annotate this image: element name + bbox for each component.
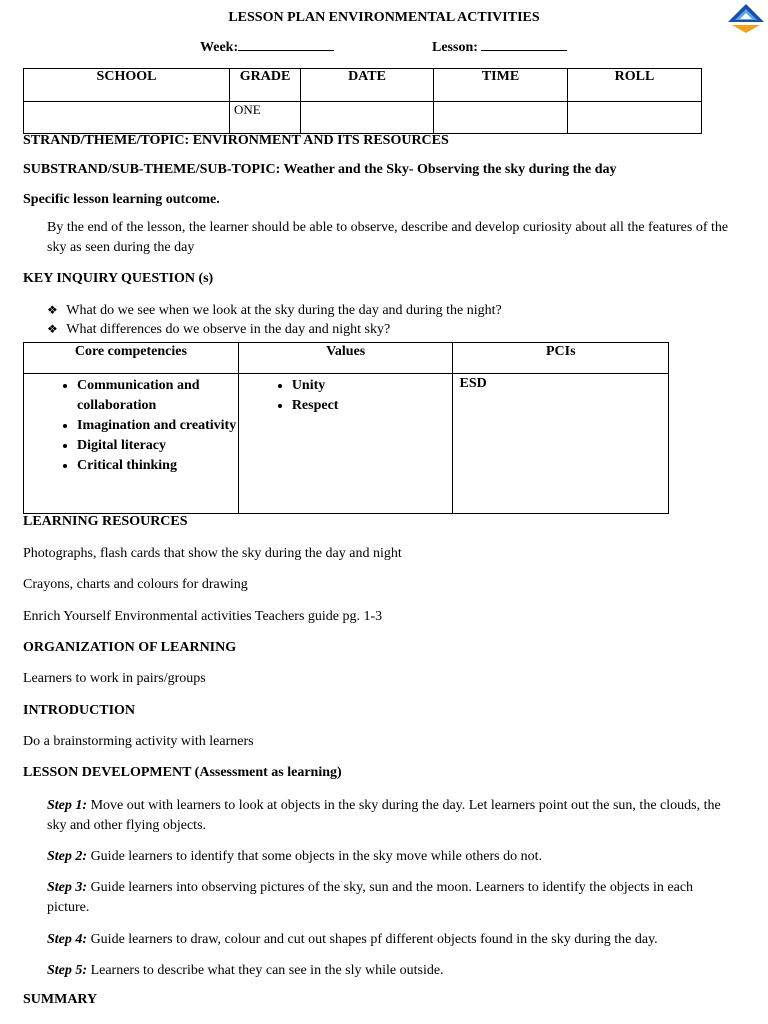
- introduction-text: Do a brainstorming activity with learners: [23, 734, 254, 749]
- header-date: DATE: [301, 69, 434, 102]
- diamond-bullet-icon: ❖: [47, 303, 58, 317]
- step-label: Step 4:: [47, 932, 88, 947]
- core-competencies-cell: [24, 374, 239, 514]
- lesson-label: Lesson:: [432, 40, 478, 55]
- values-cell: [238, 374, 453, 514]
- resource-item: Crayons, charts and colours for drawing: [23, 577, 248, 592]
- summary-heading: SUMMARY: [23, 992, 98, 1007]
- outcome-text: By the end of the lesson, the learner should be able to observe, describe and develop curiosity about all the features of the sky as seen during the day: [47, 220, 729, 255]
- week-label: Week:: [200, 40, 239, 55]
- strand-heading: STRAND/THEME/TOPIC: ENVIRONMENT AND ITS RESOURCES: [23, 133, 449, 148]
- step-label: Step 5:: [47, 963, 88, 978]
- list-item: • Communication and collaboration: [77, 376, 238, 416]
- pcis-cell: ESD: [453, 374, 669, 514]
- week-field: [200, 38, 334, 56]
- cell-roll: [568, 102, 702, 134]
- introduction-heading: INTRODUCTION: [23, 703, 136, 718]
- list-item: • Unity: [292, 376, 453, 396]
- logo-icon: [726, 2, 766, 34]
- development-heading: LESSON DEVELOPMENT (Assessment as learning): [23, 765, 342, 780]
- header-school: SCHOOL: [24, 69, 230, 102]
- values-list: [239, 376, 453, 416]
- lesson-blank: [481, 38, 567, 51]
- week-blank: [238, 38, 334, 51]
- header-pcis: PCIs: [453, 343, 669, 374]
- inquiry-question: ❖ What differences do we observe in the day and night sky?: [47, 322, 391, 337]
- step-label: Step 1:: [47, 798, 88, 813]
- cell-date: [301, 102, 434, 134]
- resources-heading: LEARNING RESOURCES: [23, 514, 188, 529]
- header-values: Values: [238, 343, 453, 374]
- list-item: • Respect: [292, 396, 453, 416]
- step-paragraph: Step 4: Guide learners to draw, colour and cut out shapes pf different objects found in the sky during the day.: [47, 932, 658, 947]
- inquiry-heading: KEY INQUIRY QUESTION (s): [23, 271, 214, 286]
- organization-text: Learners to work in pairs/groups: [23, 671, 206, 686]
- step-paragraph: Step 1: Move out with learners to look at objects in the sky during the day. Let learners point out the sun, the clouds, the sky and other flying objects.: [47, 798, 721, 833]
- page-title: LESSON PLAN ENVIRONMENTAL ACTIVITIES: [228, 10, 540, 25]
- info-table: [23, 68, 702, 134]
- step-paragraph: Step 2: Guide learners to identify that some objects in the sky move while others do not.: [47, 849, 542, 864]
- substrand-heading: SUBSTRAND/SUB-THEME/SUB-TOPIC: Weather and the Sky- Observing the sky during the day: [23, 162, 617, 177]
- cell-time: [434, 102, 568, 134]
- header-grade: GRADE: [230, 69, 301, 102]
- list-item: • Critical thinking: [77, 456, 238, 476]
- organization-heading: ORGANIZATION OF LEARNING: [23, 640, 237, 655]
- lesson-field: [432, 38, 567, 56]
- resource-item: Photographs, flash cards that show the sky during the day and night: [23, 546, 402, 561]
- step-label: Step 3:: [47, 880, 88, 895]
- inquiry-question: ❖ What do we see when we look at the sky during the day and during the night?: [47, 303, 502, 318]
- outcome-heading: Specific lesson learning outcome.: [23, 192, 220, 207]
- list-item: • Imagination and creativity: [77, 416, 238, 436]
- header-core-competencies: Core competencies: [24, 343, 239, 374]
- cell-grade: ONE: [230, 102, 301, 134]
- header-time: TIME: [434, 69, 568, 102]
- step-paragraph: Step 5: Learners to describe what they can see in the sly while outside.: [47, 963, 444, 978]
- competency-table: [23, 342, 669, 514]
- list-item: • Digital literacy: [77, 436, 238, 456]
- step-label: Step 2:: [47, 849, 88, 864]
- core-competencies-list: [24, 376, 238, 476]
- step-paragraph: Step 3: Guide learners into observing pictures of the sky, sun and the moon. Learners to identify the objects in each picture.: [47, 880, 694, 915]
- header-roll: ROLL: [568, 69, 702, 102]
- cell-school: [24, 102, 230, 134]
- diamond-bullet-icon: ❖: [47, 322, 58, 336]
- resource-item: Enrich Yourself Environmental activities Teachers guide pg. 1-3: [23, 609, 383, 624]
